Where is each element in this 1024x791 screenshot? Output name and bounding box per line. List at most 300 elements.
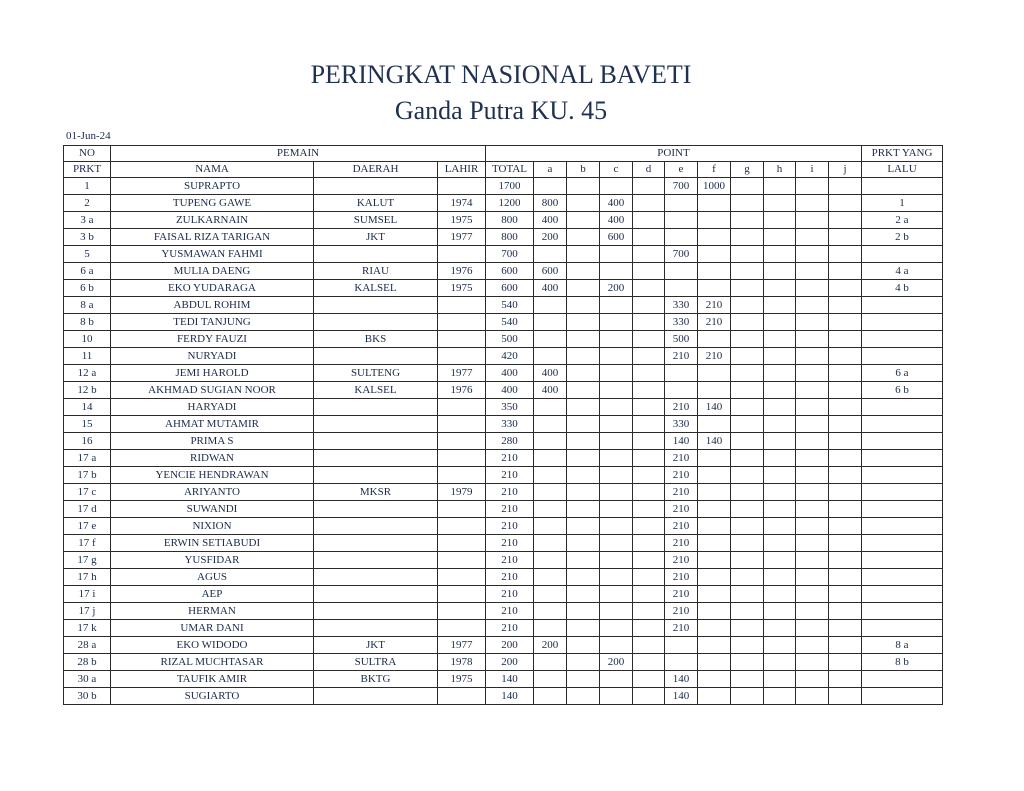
cell-f bbox=[698, 280, 731, 297]
table-row bbox=[64, 263, 943, 280]
cell-j bbox=[829, 671, 862, 688]
cell-g bbox=[731, 671, 764, 688]
cell-h bbox=[764, 314, 796, 331]
cell-j bbox=[829, 535, 862, 552]
cell-daerah: MKSR bbox=[314, 484, 438, 501]
cell-lahir: 1975 bbox=[438, 671, 486, 688]
cell-daerah bbox=[314, 314, 438, 331]
cell-h bbox=[764, 654, 796, 671]
cell-no: 30 a bbox=[64, 671, 111, 688]
cell-nama: YENCIE HENDRAWAN bbox=[111, 467, 314, 484]
cell-daerah: SULTENG bbox=[314, 365, 438, 382]
cell-lahir bbox=[438, 246, 486, 263]
header-i: i bbox=[796, 162, 829, 178]
table-row bbox=[64, 535, 943, 552]
table-row bbox=[64, 229, 943, 246]
cell-daerah bbox=[314, 433, 438, 450]
cell-d bbox=[633, 586, 665, 603]
header-daerah: DAERAH bbox=[314, 162, 438, 178]
cell-total: 420 bbox=[486, 348, 534, 365]
cell-a bbox=[534, 569, 567, 586]
cell-a bbox=[534, 433, 567, 450]
cell-i bbox=[796, 246, 829, 263]
cell-lahir bbox=[438, 688, 486, 705]
cell-lalu bbox=[862, 314, 943, 331]
cell-i bbox=[796, 314, 829, 331]
cell-h bbox=[764, 433, 796, 450]
cell-b bbox=[567, 671, 600, 688]
table-row bbox=[64, 331, 943, 348]
cell-d bbox=[633, 263, 665, 280]
cell-a bbox=[534, 518, 567, 535]
cell-daerah bbox=[314, 416, 438, 433]
cell-nama: RIDWAN bbox=[111, 450, 314, 467]
cell-f bbox=[698, 331, 731, 348]
cell-g bbox=[731, 603, 764, 620]
cell-j bbox=[829, 688, 862, 705]
header-c: c bbox=[600, 162, 633, 178]
cell-lalu bbox=[862, 518, 943, 535]
cell-g bbox=[731, 484, 764, 501]
cell-e: 210 bbox=[665, 467, 698, 484]
cell-total: 800 bbox=[486, 229, 534, 246]
cell-nama: AKHMAD SUGIAN NOOR bbox=[111, 382, 314, 399]
cell-e bbox=[665, 263, 698, 280]
table-row bbox=[64, 552, 943, 569]
cell-lahir bbox=[438, 620, 486, 637]
cell-lalu bbox=[862, 535, 943, 552]
cell-d bbox=[633, 450, 665, 467]
table-row bbox=[64, 382, 943, 399]
cell-a: 200 bbox=[534, 637, 567, 654]
header-row-1 bbox=[64, 146, 943, 162]
cell-total: 540 bbox=[486, 297, 534, 314]
cell-a bbox=[534, 552, 567, 569]
cell-h bbox=[764, 178, 796, 195]
cell-i bbox=[796, 416, 829, 433]
cell-j bbox=[829, 399, 862, 416]
cell-nama: JEMI HAROLD bbox=[111, 365, 314, 382]
cell-b bbox=[567, 688, 600, 705]
cell-b bbox=[567, 603, 600, 620]
cell-d bbox=[633, 603, 665, 620]
table-row bbox=[64, 450, 943, 467]
cell-b bbox=[567, 637, 600, 654]
table-row bbox=[64, 297, 943, 314]
table-row bbox=[64, 688, 943, 705]
cell-b bbox=[567, 586, 600, 603]
table-row bbox=[64, 178, 943, 195]
cell-i bbox=[796, 365, 829, 382]
cell-total: 500 bbox=[486, 331, 534, 348]
cell-b bbox=[567, 467, 600, 484]
cell-f: 210 bbox=[698, 314, 731, 331]
cell-g bbox=[731, 365, 764, 382]
cell-a bbox=[534, 246, 567, 263]
cell-c bbox=[600, 246, 633, 263]
cell-j bbox=[829, 212, 862, 229]
cell-i bbox=[796, 212, 829, 229]
cell-f bbox=[698, 263, 731, 280]
cell-h bbox=[764, 518, 796, 535]
cell-daerah bbox=[314, 450, 438, 467]
cell-d bbox=[633, 484, 665, 501]
cell-e bbox=[665, 280, 698, 297]
cell-lahir bbox=[438, 314, 486, 331]
cell-j bbox=[829, 450, 862, 467]
report-date: 01-Jun-24 bbox=[66, 130, 111, 142]
cell-nama: SUWANDI bbox=[111, 501, 314, 518]
cell-a bbox=[534, 688, 567, 705]
header-f: f bbox=[698, 162, 731, 178]
cell-d bbox=[633, 467, 665, 484]
cell-f: 210 bbox=[698, 348, 731, 365]
cell-i bbox=[796, 280, 829, 297]
cell-nama: ABDUL ROHIM bbox=[111, 297, 314, 314]
cell-d bbox=[633, 314, 665, 331]
cell-lalu: 1 bbox=[862, 195, 943, 212]
cell-nama: AHMAT MUTAMIR bbox=[111, 416, 314, 433]
cell-j bbox=[829, 518, 862, 535]
cell-no: 17 k bbox=[64, 620, 111, 637]
cell-a bbox=[534, 348, 567, 365]
cell-g bbox=[731, 348, 764, 365]
cell-no: 12 a bbox=[64, 365, 111, 382]
cell-daerah bbox=[314, 348, 438, 365]
cell-a bbox=[534, 178, 567, 195]
cell-total: 1700 bbox=[486, 178, 534, 195]
cell-f bbox=[698, 501, 731, 518]
cell-e: 210 bbox=[665, 535, 698, 552]
cell-i bbox=[796, 501, 829, 518]
cell-i bbox=[796, 450, 829, 467]
cell-no: 17 i bbox=[64, 586, 111, 603]
header-nama: NAMA bbox=[111, 162, 314, 178]
cell-c bbox=[600, 416, 633, 433]
cell-i bbox=[796, 297, 829, 314]
cell-lahir: 1974 bbox=[438, 195, 486, 212]
cell-daerah bbox=[314, 501, 438, 518]
cell-e: 330 bbox=[665, 416, 698, 433]
cell-h bbox=[764, 331, 796, 348]
cell-nama: SUPRAPTO bbox=[111, 178, 314, 195]
cell-total: 330 bbox=[486, 416, 534, 433]
cell-d bbox=[633, 246, 665, 263]
cell-c bbox=[600, 535, 633, 552]
cell-f bbox=[698, 620, 731, 637]
cell-b bbox=[567, 433, 600, 450]
cell-c bbox=[600, 586, 633, 603]
cell-h bbox=[764, 297, 796, 314]
header-lalu: LALU bbox=[862, 162, 943, 178]
cell-lahir bbox=[438, 569, 486, 586]
cell-nama: TAUFIK AMIR bbox=[111, 671, 314, 688]
cell-c bbox=[600, 382, 633, 399]
cell-j bbox=[829, 229, 862, 246]
cell-i bbox=[796, 535, 829, 552]
cell-total: 210 bbox=[486, 501, 534, 518]
cell-nama: AEP bbox=[111, 586, 314, 603]
cell-h bbox=[764, 195, 796, 212]
cell-total: 600 bbox=[486, 280, 534, 297]
cell-e: 210 bbox=[665, 501, 698, 518]
cell-g bbox=[731, 416, 764, 433]
cell-total: 210 bbox=[486, 450, 534, 467]
cell-g bbox=[731, 535, 764, 552]
cell-total: 210 bbox=[486, 586, 534, 603]
cell-daerah bbox=[314, 297, 438, 314]
cell-i bbox=[796, 467, 829, 484]
cell-daerah bbox=[314, 467, 438, 484]
cell-daerah bbox=[314, 603, 438, 620]
table-row bbox=[64, 246, 943, 263]
cell-h bbox=[764, 552, 796, 569]
cell-nama: ARIYANTO bbox=[111, 484, 314, 501]
cell-e: 700 bbox=[665, 178, 698, 195]
cell-a bbox=[534, 654, 567, 671]
cell-g bbox=[731, 654, 764, 671]
cell-no: 5 bbox=[64, 246, 111, 263]
cell-lalu bbox=[862, 467, 943, 484]
cell-d bbox=[633, 382, 665, 399]
cell-i bbox=[796, 484, 829, 501]
table-row bbox=[64, 518, 943, 535]
cell-no: 17 h bbox=[64, 569, 111, 586]
cell-d bbox=[633, 552, 665, 569]
header-j: j bbox=[829, 162, 862, 178]
cell-daerah bbox=[314, 399, 438, 416]
cell-h bbox=[764, 467, 796, 484]
cell-total: 200 bbox=[486, 654, 534, 671]
cell-e: 210 bbox=[665, 586, 698, 603]
cell-j bbox=[829, 263, 862, 280]
cell-b bbox=[567, 501, 600, 518]
cell-c bbox=[600, 399, 633, 416]
cell-h bbox=[764, 637, 796, 654]
cell-total: 210 bbox=[486, 535, 534, 552]
cell-lahir: 1979 bbox=[438, 484, 486, 501]
cell-i bbox=[796, 195, 829, 212]
cell-a: 400 bbox=[534, 212, 567, 229]
cell-c bbox=[600, 620, 633, 637]
header-a: a bbox=[534, 162, 567, 178]
cell-d bbox=[633, 671, 665, 688]
cell-no: 17 g bbox=[64, 552, 111, 569]
cell-a: 400 bbox=[534, 382, 567, 399]
cell-lahir bbox=[438, 467, 486, 484]
cell-i bbox=[796, 399, 829, 416]
cell-j bbox=[829, 365, 862, 382]
cell-f bbox=[698, 195, 731, 212]
cell-a bbox=[534, 467, 567, 484]
cell-lahir bbox=[438, 552, 486, 569]
cell-lahir: 1975 bbox=[438, 212, 486, 229]
cell-b bbox=[567, 246, 600, 263]
cell-c bbox=[600, 314, 633, 331]
cell-no: 30 b bbox=[64, 688, 111, 705]
cell-a bbox=[534, 484, 567, 501]
cell-c bbox=[600, 450, 633, 467]
cell-i bbox=[796, 569, 829, 586]
cell-j bbox=[829, 552, 862, 569]
cell-no: 17 f bbox=[64, 535, 111, 552]
cell-nama: YUSMAWAN FAHMI bbox=[111, 246, 314, 263]
cell-d bbox=[633, 569, 665, 586]
cell-nama: YUSFIDAR bbox=[111, 552, 314, 569]
cell-j bbox=[829, 637, 862, 654]
cell-no: 17 c bbox=[64, 484, 111, 501]
cell-lahir: 1976 bbox=[438, 382, 486, 399]
cell-lahir bbox=[438, 399, 486, 416]
cell-d bbox=[633, 501, 665, 518]
cell-e: 210 bbox=[665, 620, 698, 637]
cell-d bbox=[633, 416, 665, 433]
cell-e: 210 bbox=[665, 399, 698, 416]
table-row bbox=[64, 620, 943, 637]
cell-f bbox=[698, 688, 731, 705]
cell-g bbox=[731, 246, 764, 263]
cell-lalu bbox=[862, 348, 943, 365]
page-title: PERINGKAT NASIONAL BAVETI bbox=[310, 60, 692, 89]
cell-lahir: 1978 bbox=[438, 654, 486, 671]
cell-lahir bbox=[438, 348, 486, 365]
cell-d bbox=[633, 195, 665, 212]
cell-d bbox=[633, 331, 665, 348]
cell-a bbox=[534, 314, 567, 331]
cell-total: 210 bbox=[486, 620, 534, 637]
cell-a: 200 bbox=[534, 229, 567, 246]
cell-h bbox=[764, 246, 796, 263]
cell-f bbox=[698, 246, 731, 263]
cell-c: 400 bbox=[600, 195, 633, 212]
cell-f bbox=[698, 212, 731, 229]
cell-b bbox=[567, 348, 600, 365]
table-row bbox=[64, 603, 943, 620]
cell-b bbox=[567, 178, 600, 195]
cell-lalu: 8 a bbox=[862, 637, 943, 654]
cell-f bbox=[698, 552, 731, 569]
cell-lalu: 6 a bbox=[862, 365, 943, 382]
cell-daerah: SUMSEL bbox=[314, 212, 438, 229]
table-row bbox=[64, 467, 943, 484]
cell-lalu: 8 b bbox=[862, 654, 943, 671]
cell-h bbox=[764, 280, 796, 297]
cell-d bbox=[633, 178, 665, 195]
cell-e: 330 bbox=[665, 297, 698, 314]
cell-total: 400 bbox=[486, 365, 534, 382]
cell-daerah bbox=[314, 569, 438, 586]
cell-no: 15 bbox=[64, 416, 111, 433]
cell-g bbox=[731, 518, 764, 535]
cell-no: 1 bbox=[64, 178, 111, 195]
cell-b bbox=[567, 399, 600, 416]
cell-lahir bbox=[438, 450, 486, 467]
cell-h bbox=[764, 212, 796, 229]
cell-c bbox=[600, 552, 633, 569]
table-row bbox=[64, 586, 943, 603]
cell-nama: RIZAL MUCHTASAR bbox=[111, 654, 314, 671]
cell-e: 210 bbox=[665, 603, 698, 620]
cell-total: 1200 bbox=[486, 195, 534, 212]
page-subtitle: Ganda Putra KU. 45 bbox=[394, 96, 608, 125]
cell-g bbox=[731, 467, 764, 484]
cell-i bbox=[796, 671, 829, 688]
cell-i bbox=[796, 382, 829, 399]
cell-g bbox=[731, 586, 764, 603]
cell-total: 200 bbox=[486, 637, 534, 654]
cell-d bbox=[633, 229, 665, 246]
cell-f bbox=[698, 637, 731, 654]
table-row bbox=[64, 348, 943, 365]
cell-total: 210 bbox=[486, 518, 534, 535]
ranking-table bbox=[63, 145, 943, 705]
cell-lalu bbox=[862, 671, 943, 688]
cell-no: 6 a bbox=[64, 263, 111, 280]
cell-a bbox=[534, 501, 567, 518]
cell-i bbox=[796, 348, 829, 365]
cell-e: 140 bbox=[665, 433, 698, 450]
cell-no: 28 a bbox=[64, 637, 111, 654]
cell-b bbox=[567, 229, 600, 246]
cell-f bbox=[698, 416, 731, 433]
cell-c bbox=[600, 433, 633, 450]
cell-total: 280 bbox=[486, 433, 534, 450]
cell-nama: HERMAN bbox=[111, 603, 314, 620]
table-row bbox=[64, 484, 943, 501]
header-h: h bbox=[764, 162, 796, 178]
cell-a: 400 bbox=[534, 365, 567, 382]
cell-e bbox=[665, 195, 698, 212]
cell-g bbox=[731, 263, 764, 280]
cell-g bbox=[731, 297, 764, 314]
cell-j bbox=[829, 314, 862, 331]
cell-b bbox=[567, 280, 600, 297]
cell-h bbox=[764, 484, 796, 501]
cell-f bbox=[698, 467, 731, 484]
cell-lahir: 1975 bbox=[438, 280, 486, 297]
cell-lalu bbox=[862, 399, 943, 416]
cell-f bbox=[698, 450, 731, 467]
cell-e bbox=[665, 637, 698, 654]
cell-i bbox=[796, 654, 829, 671]
cell-g bbox=[731, 212, 764, 229]
cell-lahir bbox=[438, 331, 486, 348]
cell-d bbox=[633, 433, 665, 450]
cell-lalu bbox=[862, 620, 943, 637]
cell-lalu: 6 b bbox=[862, 382, 943, 399]
cell-i bbox=[796, 433, 829, 450]
cell-c bbox=[600, 671, 633, 688]
cell-no: 17 a bbox=[64, 450, 111, 467]
header-no: NO bbox=[64, 146, 111, 162]
cell-c bbox=[600, 603, 633, 620]
cell-lahir bbox=[438, 586, 486, 603]
cell-b bbox=[567, 212, 600, 229]
cell-daerah: KALSEL bbox=[314, 382, 438, 399]
cell-no: 17 d bbox=[64, 501, 111, 518]
cell-no: 14 bbox=[64, 399, 111, 416]
cell-daerah: BKTG bbox=[314, 671, 438, 688]
cell-b bbox=[567, 552, 600, 569]
header-total: TOTAL bbox=[486, 162, 534, 178]
cell-e: 140 bbox=[665, 688, 698, 705]
cell-b bbox=[567, 569, 600, 586]
cell-d bbox=[633, 212, 665, 229]
cell-c bbox=[600, 297, 633, 314]
cell-b bbox=[567, 263, 600, 280]
cell-i bbox=[796, 178, 829, 195]
cell-lalu: 2 b bbox=[862, 229, 943, 246]
